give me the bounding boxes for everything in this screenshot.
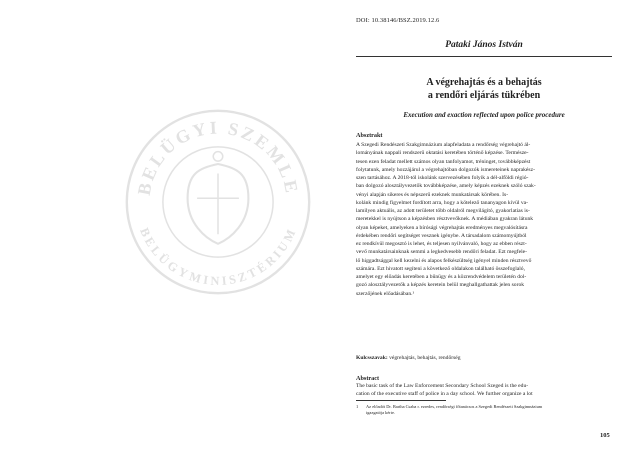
abstract-line: számára. Ezt hivatott segíteni a következő oldalakon található összefoglaló, bbox=[356, 265, 525, 272]
watermark-seal-graphic bbox=[123, 107, 313, 297]
keywords bbox=[356, 355, 612, 361]
abstract-body bbox=[356, 141, 612, 298]
abstract-line: meretekkel is nyújtson a képzésben résztvevőknek. A médiában gyakran látunk bbox=[356, 216, 534, 223]
footnote-line: igazgatója kérte. bbox=[366, 410, 396, 416]
abstract-line: olyan képeket, amelyeken a bírósági végrehajtás eredményes megvalósításra bbox=[356, 224, 528, 231]
abstract-english-body bbox=[356, 382, 612, 399]
footnote bbox=[356, 404, 612, 416]
abstract-line: kolánk mindig figyelmet fordított arra, hogy a kötelező tananyagon kívül va- bbox=[356, 199, 528, 206]
footnote-number: 1 bbox=[356, 404, 359, 409]
abstract-line: amelyet egy előadás keretében a bűnügy és a közrendvédelem területén dol- bbox=[356, 274, 527, 280]
abstract-line: ban dolgozó alosztályvezetők továbbképzése, amely képzés ezeknek szóló szak- bbox=[356, 183, 536, 190]
abstract-line: lamilyen aktuális, az adott területet több oldalról megvilágító, gyakorlatias is- bbox=[356, 208, 530, 214]
abstract-line: lő higgadtsággal kell kezelni és alapos felkészültség igényel minden résztvevő bbox=[356, 257, 532, 264]
abstract-line: folytatunk, amely hozzájárul a végrehajtóban dolgozók ismereteinek naprakész- bbox=[356, 166, 535, 173]
abstract-line: vevő munkatársainknak semmi a legkedvesebb rendőri feladat. Ezt megfele- bbox=[356, 249, 528, 256]
abstract-line: gozó alosztályvezetők a képzés keretein belül meghallgathattak jelen sorok bbox=[356, 282, 525, 289]
abstract-english-heading: Abstract bbox=[356, 375, 380, 382]
article-title bbox=[356, 77, 612, 102]
abstract-line: szerzőjének előadásában.¹ bbox=[356, 290, 415, 297]
watermark-text-top: BELÜGYI SZEMLE bbox=[133, 117, 303, 197]
abstract-line: érdekében rendőri segítséget vesznek igénybe. A társadalom számomyújtból bbox=[356, 232, 527, 239]
abstract-line: tesen ezen feladat mellett számos olyan tanfolyamot, tréninget, továbbképzést bbox=[356, 158, 531, 165]
author-name: Pataki János István bbox=[445, 40, 523, 50]
header-rule bbox=[356, 56, 612, 57]
doi-label: DOI: 10.38146/BSZ.2019.12.6 bbox=[356, 17, 440, 24]
abstract-line: szen tartásához. A 2018-tól iskolánk szervezésében folyik a dél-alföldi régió- bbox=[356, 175, 529, 181]
abstract-heading: Absztrakt bbox=[356, 132, 383, 139]
footnote-line: Az előadót Dr. Bartha Csaba r. ezredes, rendőrségi főtanácsos a Szegedi Rendészeti Szakgimnázium bbox=[366, 404, 543, 409]
footnote-rule bbox=[356, 400, 446, 401]
abstract-english-line: The basic task of the Law Enforcement Secondary School Szeged is the edu- bbox=[356, 383, 529, 389]
page-number: 105 bbox=[600, 432, 610, 439]
abstract-line: A Szegedi Rendészeti Szakgimnázium alapfeladata a rendőrség végrehajtó ál- bbox=[356, 142, 531, 148]
abstract-line: ez rendkívül megosztó is lehet, és teljesen nyilvánvaló, hogy az ebben részt- bbox=[356, 241, 527, 247]
watermark-text-bottom: BELÜGYMINISZTÉRIUM bbox=[137, 225, 299, 289]
keywords-label: Kulcsszavak: bbox=[356, 355, 388, 361]
article-title-line: a rendőri eljárás tükrében bbox=[427, 89, 541, 101]
article-title-line: A végrehajtás és a behajtás bbox=[426, 77, 542, 88]
keywords-text: végrehajtás, behajtás, rendőrség bbox=[389, 355, 461, 361]
abstract-line: vényi alapján sikeres és népszerű ezeknek munkatársak körében. Is- bbox=[356, 191, 509, 198]
watermark-seal bbox=[123, 107, 313, 297]
abstract-english-line: cation of the executive staff of police in a day school. We further organize a lot bbox=[356, 391, 533, 398]
article-subtitle-english: Execution and exaction reflected upon police procedure bbox=[403, 111, 565, 119]
abstract-line: lományának nappali rendszerű oktatási keretében történő képzése. Természe- bbox=[356, 150, 529, 157]
